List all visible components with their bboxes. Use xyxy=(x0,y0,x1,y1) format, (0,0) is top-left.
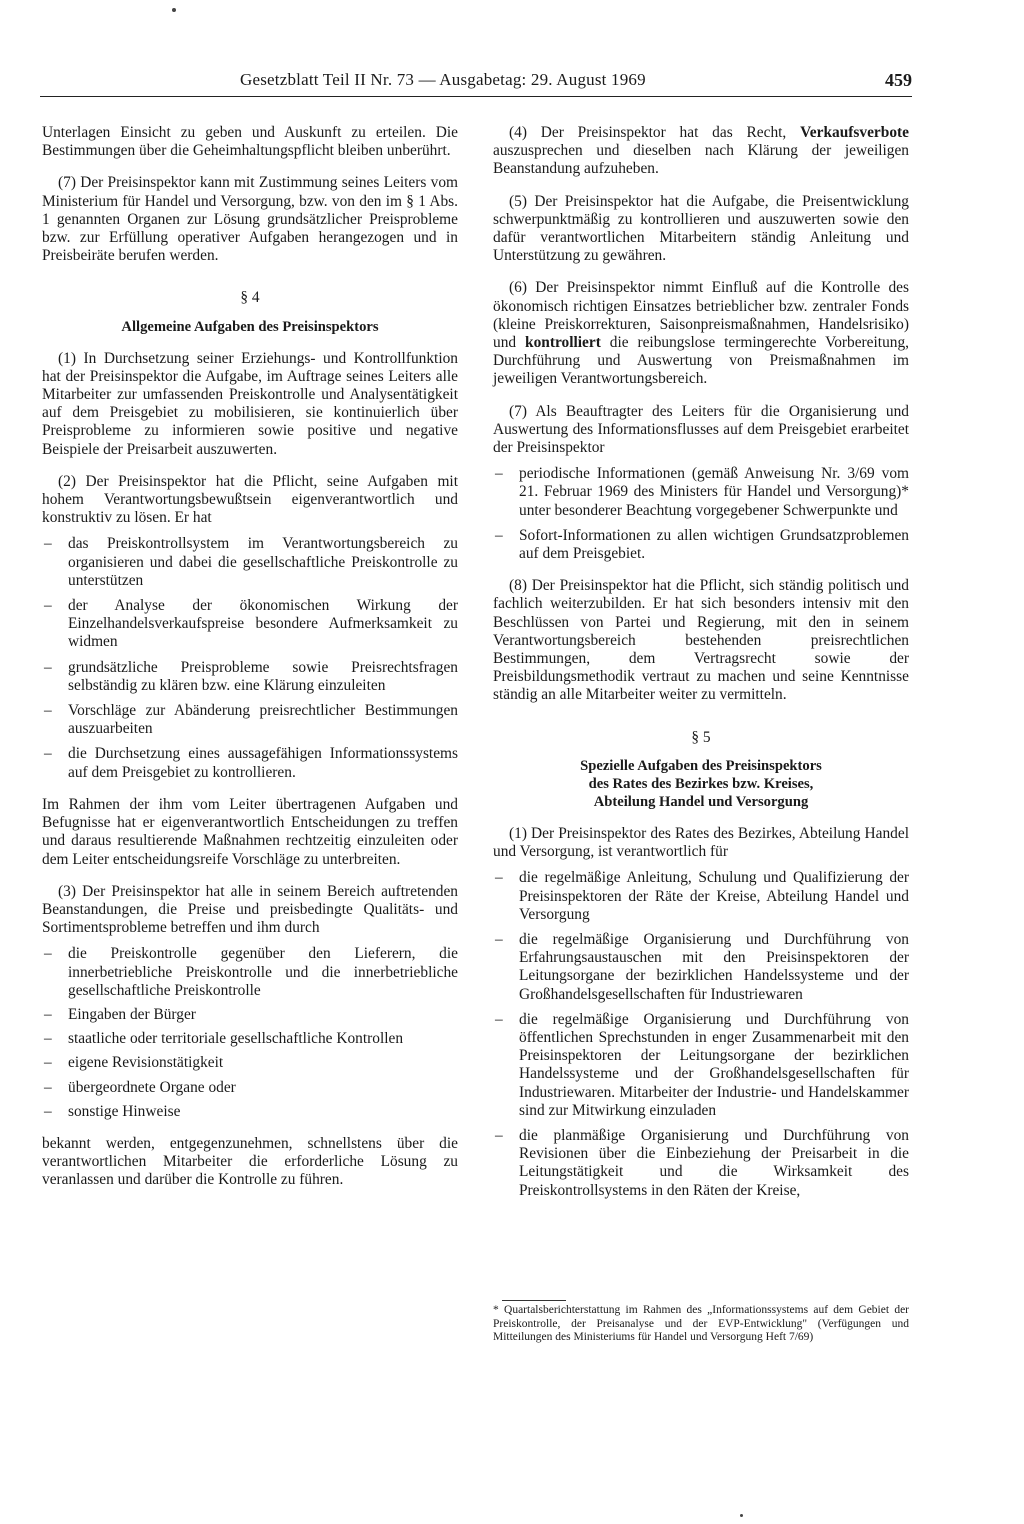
emphasis: kontrolliert xyxy=(525,334,601,352)
paragraph: (1) Der Preisinspektor des Rates des Bezirkes, Abteilung Handel und Versorgung, ist verantwortlich für xyxy=(493,824,909,861)
section-number: § 5 xyxy=(691,728,711,746)
paragraph: (1) In Durchsetzung seiner Erziehungs- und Kontrollfunktion hat der Preisinspektor die Aufgabe, im Auftrage seines Leiters alle Mitarbeiter zur umfassenden Preiskontrolle und Analysentätigkeit auf dem Preisgebiet zu mobilisieren, sie kontinuierlich über Preisprobleme zu informieren sowie positive und negative Beispiele der Preisarbeit auszuwerten. xyxy=(42,349,458,458)
text-run: die reibungslose termingerechte Vorbereitung, Durchführung und Auswertung von Preismaßnahmen im jeweiligen Verantwortungsbereich. xyxy=(493,334,909,388)
page-number: 459 xyxy=(885,70,912,90)
text-run: auszusprechen und dieselben nach Klärung der jeweiligen Beanstandung aufzuheben. xyxy=(493,142,909,178)
header-title: Gesetzblatt Teil II Nr. 73 — Ausgabetag: 29. August 1969 xyxy=(240,70,646,89)
dash-list xyxy=(493,869,909,1199)
scan-speck xyxy=(172,8,176,12)
section-title-line: Abteilung Handel und Versorgung xyxy=(593,793,809,810)
text-run: (6) Der Preisinspektor nimmt Einfluß auf die Kontrolle des ökonomisch richtigen Einsatzes betrieblicher bzw. zentraler Fonds (kleine Preiskorrekturen, Saisonpreismaßnahmen, Handelsrisiko) und xyxy=(493,279,909,352)
list-item: – die regelmäßige Anleitung, Schulung und Qualifizierung der Preisinspektoren der Räte der Kreise, Abteilung Handel und Versorgung xyxy=(493,869,909,924)
footnote: * Quartalsberichterstattung im Rahmen des „Informationssystems auf dem Gebiet der Preiskontrolle, der Preisanalyse und der EVP-Entwicklung" (Verfügungen und Mitteilungen des Ministeriums für Handel und Versorgung Heft 7/69) xyxy=(493,1304,909,1344)
paragraph: (5) Der Preisinspektor hat die Aufgabe, die Preisentwicklung schwerpunktmäßig zu kontrollieren und auszuwerten sowie den dafür verantwortlichen Mitarbeitern ständig Anleitung und Unterstützung zu gewähren. xyxy=(493,192,909,265)
paragraph: bekannt werden, entgegenzunehmen, schnellstens über die verantwortlichen Mitarbeiter die erforderliche Lösung zu veranlassen und darüber die Kontrolle zu führen. xyxy=(42,1134,458,1189)
paragraph: Im Rahmen der ihm vom Leiter übertragenen Aufgaben und Befugnisse hat er eigenverantwortlich Entscheidungen zu treffen und daraus resultierende Maßnahmen rechtzeitig einzuleiten oder dem Leiter entscheidungsreife Vorschläge zu unterbreiten. xyxy=(42,795,458,868)
section-title xyxy=(493,757,909,811)
list-item: – eigene Revisionstätigkeit xyxy=(42,1054,458,1072)
right-column xyxy=(493,124,909,1214)
paragraph xyxy=(493,279,909,388)
list-item: – staatliche oder territoriale gesellschaftliche Kontrollen xyxy=(42,1030,458,1048)
list-item: – der Analyse der ökonomischen Wirkung der Einzelhandelsverkaufspreise besondere Aufmerksamkeit zu widmen xyxy=(42,597,458,652)
section-title-line: Spezielle Aufgaben des Preisinspektors xyxy=(580,757,822,774)
paragraph: (8) Der Preisinspektor hat die Pflicht, sich ständig politisch und fachlich weiterzubilden. Er hat sich besonders intensiv mit den Beschlüssen von Partei und Regierung, mit den in seinem Verantwortungsbereich bestehenden preisrechtlichen Bestimmungen, dem Vertragsrecht sowie der Preisbildungsmethodik vertraut zu machen und seine Kenntnisse ständig an alle Mitarbeiter weiter zu vermitteln. xyxy=(493,577,909,704)
list-item: – Sofort-Informationen zu allen wichtigen Grundsatzproblemen auf dem Preisgebiet. xyxy=(493,527,909,563)
list-item: – grundsätzliche Preisprobleme sowie Preisrechtsfragen selbständig zu klären bzw. eine Klärung einzuleiten xyxy=(42,659,458,695)
list-item: – die planmäßige Organisierung und Durchführung von Revisionen über die Einbeziehung der Preisarbeit in die Leitungstätigkeit und die Wirksamkeit des Preiskontrollsystems in den Räten der Kreise, xyxy=(493,1127,909,1200)
list-item: – Eingaben der Bürger xyxy=(42,1006,458,1024)
section-number: § 4 xyxy=(240,289,260,307)
list-item: – periodische Informationen (gemäß Anweisung Nr. 3/69 vom 21. Februar 1969 des Ministers für Handel und Versorgung)* unter besonderer Beachtung vorgegebener Schwerpunkte und xyxy=(493,465,909,520)
list-item: – übergeordnete Organe oder xyxy=(42,1079,458,1097)
dash-list xyxy=(493,465,909,563)
paragraph: (7) Der Preisinspektor kann mit Zustimmung seines Leiters vom Ministerium für Handel und Versorgung, bzw. von den im § 1 Abs. 1 genannten Organen zur Lösung grundsätzlicher Preisprobleme bzw. zur Erfüllung operativer Aufgaben herangezogen und in Preisbeiräte berufen werden. xyxy=(42,174,458,265)
paragraph: (3) Der Preisinspektor hat alle in seinem Bereich auftretenden Beanstandungen, die Preise und preisbedingte Qualitäts- und Sortimentsprobleme betreffen und ihm durch xyxy=(42,882,458,937)
list-item: – das Preiskontrollsystem im Verantwortungsbereich zu organisieren und dabei die gesellschaftliche Preiskontrolle zu unterstützen xyxy=(42,535,458,590)
paragraph: (2) Der Preisinspektor hat die Pflicht, seine Aufgaben mit hohem Verantwortungsbewußtsein eigenverantwortlich und konstruktiv zu lösen. Er hat xyxy=(42,472,458,527)
text-run: (4) Der Preisinspektor hat das Recht, xyxy=(509,124,787,141)
list-item: – die regelmäßige Organisierung und Durchführung von öffentlichen Sprechstunden in enger Zusammenarbeit mit den Preisinspektoren der Leitungsorgane der bezirklichen Handelssysteme und der Großhandelsgesellschaften für Industriewaren. Mitarbeiter der Industrie- und Handelskammer sind zur Mitwirkung einzuladen xyxy=(493,1011,909,1120)
list-item: – sonstige Hinweise xyxy=(42,1103,458,1121)
section-title-line: des Rates des Bezirkes bzw. Kreises, xyxy=(588,775,814,792)
paragraph xyxy=(493,124,909,179)
list-item: – die Preiskontrolle gegenüber den Lieferern, die innerbetriebliche Preiskontrolle und die innerbetriebliche gesellschaftliche Preiskontrolle xyxy=(42,945,458,1000)
paragraph: Unterlagen Einsicht zu geben und Auskunft zu erteilen. Die Bestimmungen über die Geheimhaltungspflicht bleiben unberührt. xyxy=(42,124,458,160)
paragraph: (7) Als Beauftragter des Leiters für die Organisierung und Auswertung des Informationsflusses auf dem Preisgebiet erarbeitet der Preisinspektor xyxy=(493,402,909,457)
section-title: Allgemeine Aufgaben des Preisinspektors xyxy=(121,318,379,335)
page-header xyxy=(40,66,912,97)
list-item: – die Durchsetzung eines aussagefähigen Informationssystems auf dem Preisgebiet zu kontrollieren. xyxy=(42,745,458,781)
scan-speck xyxy=(740,1514,743,1517)
list-item: – die regelmäßige Organisierung und Durchführung von Erfahrungsaustauschen mit den Preisinspektoren der Leitungsorgane der bezirklichen Handelssysteme und der Großhandelsgesellschaften für Industriewaren xyxy=(493,931,909,1004)
dash-list xyxy=(42,945,458,1121)
left-column xyxy=(42,124,458,1204)
dash-list xyxy=(42,535,458,781)
footnote-rule xyxy=(502,1300,566,1301)
emphasis: Verkaufsverbote xyxy=(800,124,909,141)
list-item: – Vorschläge zur Abänderung preisrechtlicher Bestimmungen auszuarbeiten xyxy=(42,702,458,738)
